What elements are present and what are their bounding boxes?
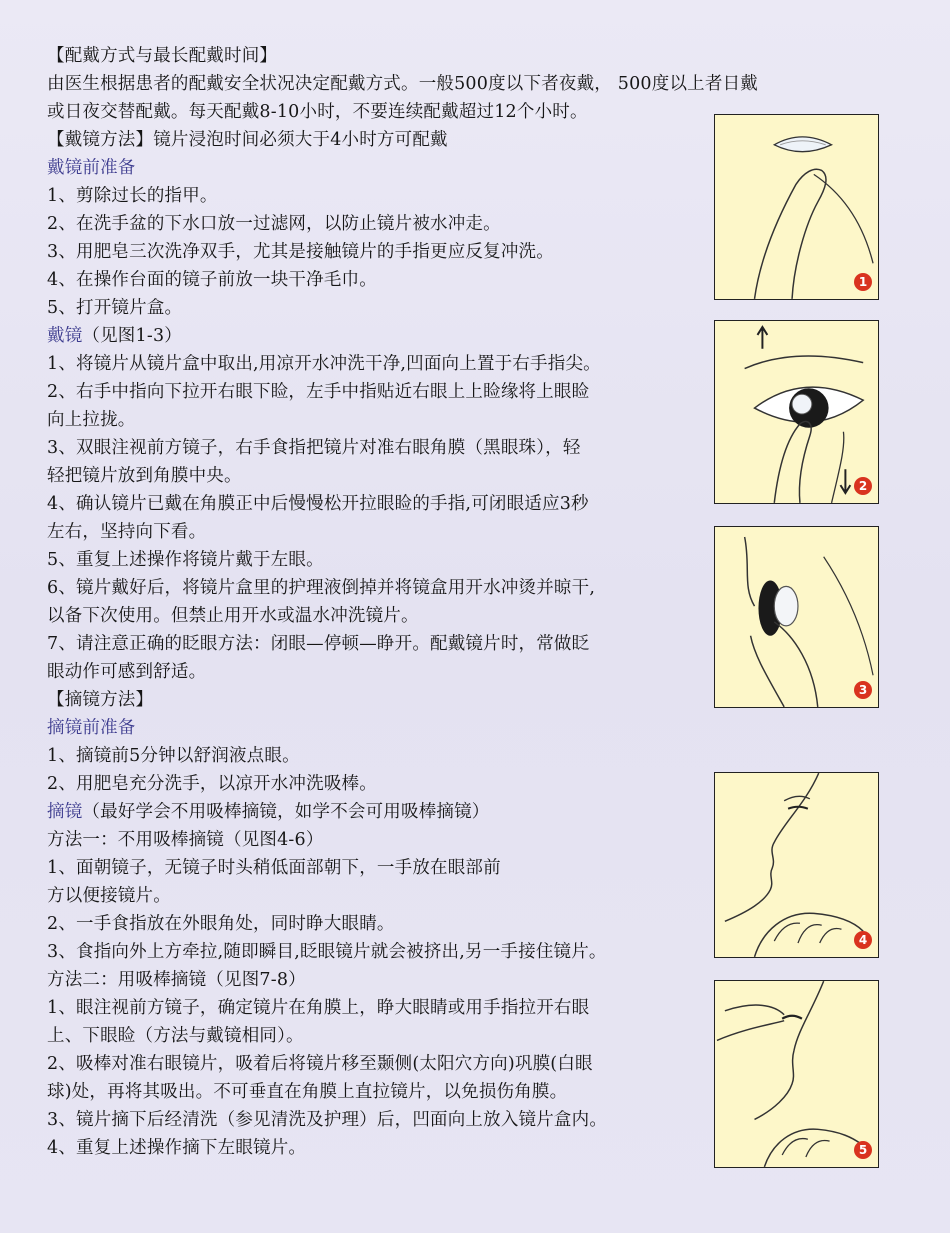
eye-insert-illustration [715, 321, 878, 503]
figure-number-badge: 1 [854, 273, 872, 291]
list-item: 轻把镜片放到角膜中央。 [47, 466, 242, 486]
figure-5-finger-at-eye [714, 980, 879, 1168]
finger-lens-illustration [715, 115, 878, 299]
list-item: 3、镜片摘下后经清洗（参见清洗及护理）后，凹面向上放入镜片盒内。 [47, 1110, 608, 1130]
subheading-wear-ref: （见图1-3） [82, 326, 182, 346]
finger-eye-illustration [715, 981, 878, 1167]
face-down-illustration [715, 773, 878, 957]
subheading-remove-prep: 摘镜前准备 [47, 718, 136, 738]
subheading-remove-label: 摘镜 [47, 802, 83, 822]
list-item: 7、请注意正确的眨眼方法：闭眼—停顿—睁开。配戴镜片时，常做眨 [47, 634, 590, 654]
figure-number-badge: 5 [854, 1141, 872, 1159]
paragraph-line: 或日夜交替配戴。每天配戴8-10小时，不要连续配戴超过12个小时。 [47, 102, 588, 122]
list-item: 球)处，再将其吸出。不可垂直在角膜上直拉镜片，以免损伤角膜。 [47, 1082, 568, 1102]
list-item: 6、镜片戴好后，将镜片盒里的护理液倒掉并将镜盒用开水冲烫并晾干, [47, 578, 596, 598]
figure-2-insert-lens [714, 320, 879, 504]
subheading-wear-prep: 戴镜前准备 [47, 158, 136, 178]
list-item: 2、在洗手盆的下水口放一过滤网，以防止镜片被水冲走。 [47, 214, 501, 234]
list-item: 向上拉拢。 [47, 410, 136, 430]
list-item: 2、右手中指向下拉开右眼下睑，左手中指贴近右眼上上睑缘将上眼睑 [47, 382, 590, 402]
list-item: 左右，坚持向下看。 [47, 522, 207, 542]
list-item: 1、摘镜前5分钟以舒润液点眼。 [47, 746, 300, 766]
list-item: 3、用肥皂三次洗净双手，尤其是接触镜片的手指更应反复冲洗。 [47, 242, 554, 262]
list-item: 1、面朝镜子，无镜子时头稍低面部朝下，一手放在眼部前 [47, 858, 501, 878]
list-item: 1、将镜片从镜片盒中取出,用凉开水冲洗干净,凹面向上置于右手指尖。 [47, 354, 601, 374]
list-item: 4、重复上述操作摘下左眼镜片。 [47, 1138, 307, 1158]
figure-number-badge: 3 [854, 681, 872, 699]
list-item: 以备下次使用。但禁止用开水或温水冲洗镜片。 [47, 606, 419, 626]
section-heading-wear-method: 【戴镜方法】镜片浸泡时间必须大于4小时方可配戴 [47, 130, 448, 150]
list-item: 4、确认镜片已戴在角膜正中后慢慢松开拉眼睑的手指,可闭眼适应3秒 [47, 494, 589, 514]
eye-side-illustration [715, 527, 878, 707]
list-item: 5、重复上述操作将镜片戴于左眼。 [47, 550, 324, 570]
figure-number-badge: 2 [854, 477, 872, 495]
figure-3-lens-placed [714, 526, 879, 708]
list-item: 2、一手食指放在外眼角处，同时睁大眼睛。 [47, 914, 395, 934]
list-item: 3、双眼注视前方镜子，右手食指把镜片对准右眼角膜（黑眼珠），轻 [47, 438, 581, 458]
list-item: 1、剪除过长的指甲。 [47, 186, 218, 206]
list-item: 方以便接镜片。 [47, 886, 171, 906]
list-item: 2、吸棒对准右眼镜片，吸着后将镜片移至颞侧(太阳穴方向)巩膜(白眼 [47, 1054, 593, 1074]
figure-number-badge: 4 [854, 931, 872, 949]
subheading-wear-label: 戴镜 [47, 326, 83, 346]
subheading-remove [47, 800, 490, 824]
method-heading: 方法一：不用吸棒摘镜（见图4-6） [47, 830, 324, 850]
list-item: 4、在操作台面的镜子前放一块干净毛巾。 [47, 270, 377, 290]
list-item: 5、打开镜片盒。 [47, 298, 183, 318]
list-item: 2、用肥皂充分洗手，以凉开水冲洗吸棒。 [47, 774, 377, 794]
list-item: 3、食指向外上方牵拉,随即瞬目,眨眼镜片就会被挤出,另一手接住镜片。 [47, 942, 607, 962]
section-heading-remove-method: 【摘镜方法】 [47, 690, 154, 710]
list-item: 上、下眼睑（方法与戴镜相同）。 [47, 1026, 304, 1046]
list-item: 1、眼注视前方镜子，确定镜片在角膜上，睁大眼睛或用手指拉开右眼 [47, 998, 590, 1018]
figure-1-lens-on-finger [714, 114, 879, 300]
subheading-remove-note: （最好学会不用吸棒摘镜，如学不会可用吸棒摘镜） [82, 802, 490, 822]
figure-4-face-down [714, 772, 879, 958]
section-heading-wear-mode: 【配戴方式与最长配戴时间】 [47, 46, 278, 66]
list-item: 眼动作可感到舒适。 [47, 662, 207, 682]
method-heading: 方法二：用吸棒摘镜（见图7-8） [47, 970, 306, 990]
paragraph-line: 由医生根据患者的配戴安全状况决定配戴方式。一般500度以下者夜戴， 500度以上者日戴 [47, 74, 758, 94]
subheading-wear [47, 324, 182, 348]
